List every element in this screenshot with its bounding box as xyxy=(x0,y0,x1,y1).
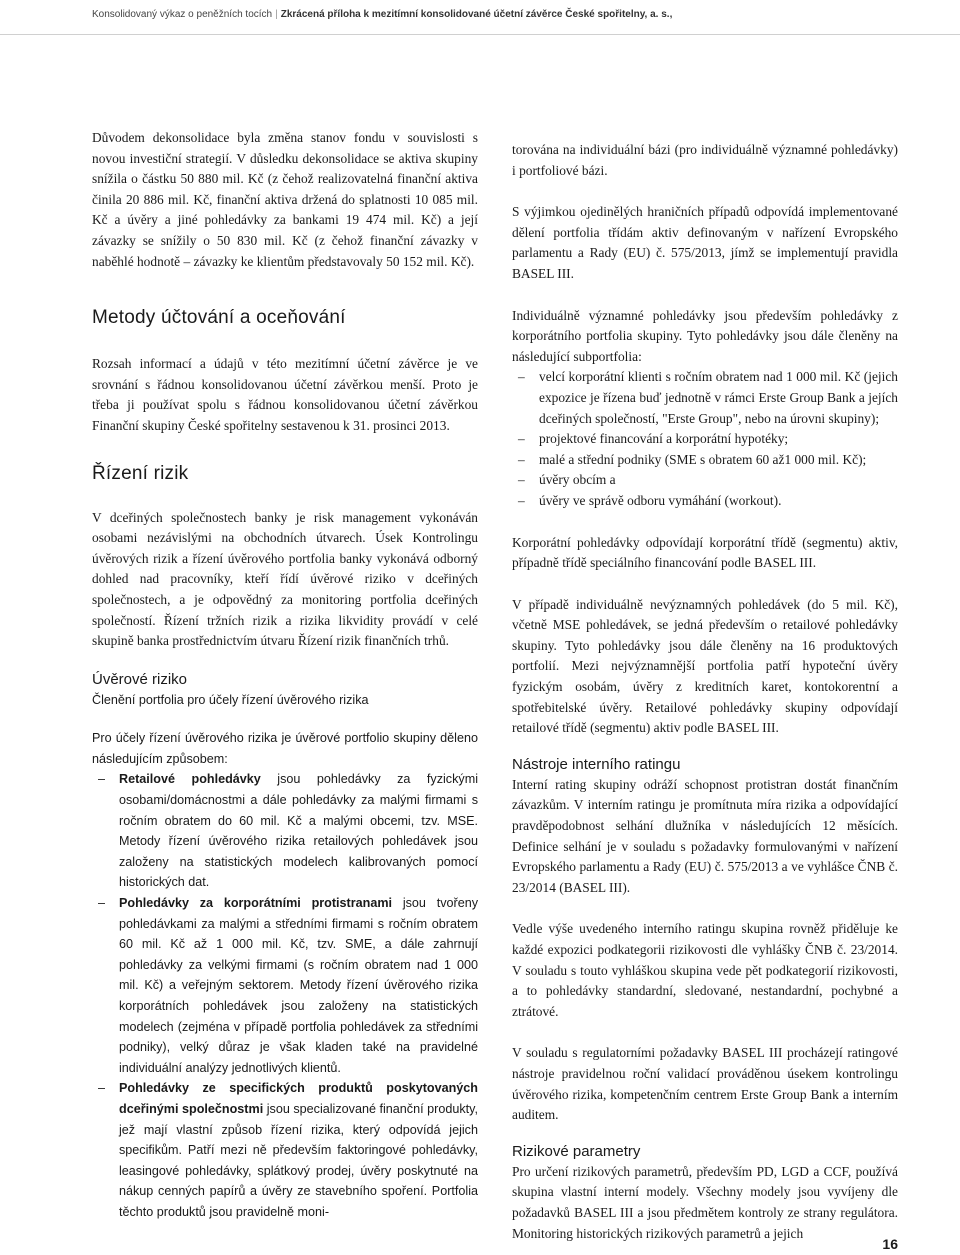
list-item-bold: Pohledávky za korporátními protistranami xyxy=(119,896,393,911)
methods-paragraph: Rozsah informací a údajů v této mezitímní účetní závěrce je ve srovnání s řádnou konsolidovanou účetní závěrkou menší. Proto je třeba ji používat spolu s řádnou konsolidovanou účetní závěrkou Finanční skupiny České spořitelny sestavenou k 31. prosinci 2013. xyxy=(92,356,478,433)
header-section-title: Zkrácená příloha k mezitímní konsolidované účetní závěrce České spořitelny, a. s., xyxy=(280,9,673,20)
list-item: – velcí korporátní klienti s ročním obratem nad 1 000 mil. Kč (jejich expozice je řízena buď jednotně v rámci Erste Group Bank a jejích dceřiných společností, "Erste Group", nebo na úrovni skupiny); xyxy=(512,367,898,429)
list-item: – malé a střední podniky (SME s obratem 60 až1 000 mil. Kč); xyxy=(512,450,898,471)
heading-internal-rating: Nástroje interního ratingu xyxy=(512,755,681,773)
list-item: – projektové financování a korporátní hypotéky; xyxy=(512,429,898,450)
parameters-paragraph: Pro určení rizikových parametrů, především PD, LGD a CCF, používá skupina vlastní interní modely. Všechny modely jsou vyvíjeny dle požadavků BASEL III a jsou předmětem kontroly ze strany regulátora. Monitoring historických rizikových parametrů a jejich xyxy=(512,1163,898,1241)
list-item: – úvěry ve správě odboru vymáhání (workout). xyxy=(512,491,898,512)
continued-paragraph: torována na individuální bázi (pro individuálně významné pohledávky) i portfoliové bázi. xyxy=(512,142,898,178)
page-number: 16 xyxy=(882,1236,898,1252)
heading-risk-parameters: Rizikové parametry xyxy=(512,1142,641,1160)
header-doc-title: Konsolidovaný výkaz o peněžních tocích xyxy=(92,9,273,20)
page-header xyxy=(0,0,960,35)
list-item-text: jsou specializované finanční produkty, jež mají vlastní způsob řízení rizika, který odpovídá jejich specifikům. Patří mezi ně především faktoringové pohledávky, leasingové pohledávky, splátkový prodej, úvěry poskytnuté na nákup cenných papírů a úvěry ze stavebního spoření. Portfolia těchto produktů jsou pravidelně moni- xyxy=(119,1101,478,1219)
heading-credit-risk: Úvěrové riziko xyxy=(92,670,188,688)
list-item xyxy=(92,769,478,893)
header-separator: | xyxy=(275,9,278,20)
intro-paragraph: Důvodem dekonsolidace byla změna stanov fondu v souvislosti s novou investiční strategií. V důsledku dekonsolidace se aktiva skupiny snížila o částku 50 880 mil. Kč (z čehož realizovatelná finanční aktiva činila 20 886 mil. Kč, finanční aktiva držená do splatnosti 10 085 mil. Kč a úvěry a jiné pohledávky za bankami 19 474 mil. Kč) a její závazky se snížily o 50 830 mil. Kč (z čehož finanční závazky v naběhlé hodnotě – závazky ke klientům představovaly 50 152 mil. Kč). xyxy=(92,130,478,269)
portfolio-list xyxy=(92,769,478,1222)
list-item-text: jsou tvořeny pohledávkami za malými a středními firmami s ročním obratem 60 mil. Kč až 1 000 mil. Kč, tzv. SME, a dále zahrnují pohledávky za velkými firmami (s ročním obratem nad 1 000 mil. Kč) a veřejným sektorem. Metody řízení úvěrového rizika korporátních pohledávek jsou založeny na statistických modelech (zejména v případě portfolia pohledávek za středními podniky), velký důraz je však kladen také na pravidelné individuální analýzy jednotlivých klientů. xyxy=(119,896,478,1075)
list-item-bold: Retailové pohledávky xyxy=(119,772,261,787)
subportfolio-list xyxy=(512,367,898,511)
significant-receivables-paragraph: Individuálně významné pohledávky jsou především pohledávky z korporátního portfolia skupiny. Tyto pohledávky jsou dále členěny na následující subportfolia: xyxy=(512,307,898,364)
list-item-text: jsou pohledávky za fyzickými osobami/domácnostmi a dále pohledávky za malými firmami s ročním obratem do 60 mil. Kč a malými obcemi, tzv. MSE. Metody řízení úvěrového rizika retailových pohledávek jsou založeny na statistických modelech kalibrovaných pomocí historických dat. xyxy=(119,772,478,890)
risk-paragraph: V dceřiných společnostech banky je risk management vykonáván osobami nezávislými na obchodních útvarech. Úsek Kontrolingu úvěrových rizik a řízení úvěrového portfolia banky vykonává odborný dohled nad pracovníky, kteří řídí úvěrové riziko v dceřiných společnostech, a je odpovědný za monitoring portfolia dceřiných společností. Řízení tržních rizik a rizika likvidity provádí v celé skupině banka prostřednictvím útvaru Řízení rizik finančních trhů. xyxy=(92,509,478,649)
retail-paragraph: V případě individuálně nevýznamných pohledávek (do 5 mil. Kč), včetně MSE pohledávek, se jedná především o retailové pohledávky skupiny. Tyto pohledávky jsou dále členěny na 16 produktových portfolií. Mezi nejvýznamnější portfolia patří hypoteční úvěry fyzickým osobám, úvěry z kreditních karet, kontokorentní a spotřebitelské úvěry. Retailové pohledávky skupiny odpovídají retailové třídě (segmentu) aktiv podle BASEL III. xyxy=(512,596,898,736)
implementation-paragraph: S výjimkou ojedinělých hraničních případů odpovídá implementované dělení portfolia třídám aktiv definovaným v nařízení Evropského parlamentu a Rady (EU) č. 575/2013, jímž se implementují pravidla BASEL III. xyxy=(512,204,898,281)
left-column xyxy=(92,128,478,1223)
rating-paragraph-1: Interní rating skupiny odráží schopnost protistran dostát finančním závazkům. V interním ratingu je promítnuta míra rizika a odpovídající pravděpodobnost selhání dlužníka v následujících 12 měsících. Definice selhání je v souladu s požadavky formulovanými v nařízení Evropského parlamentu a Rady (EU) č. 575/2013 a ve vyhlášce ČNB č. 23/2014 (BASEL III). xyxy=(512,776,898,895)
heading-methods: Metody účtování a oceňování xyxy=(92,307,346,329)
corporate-class-paragraph: Korporátní pohledávky odpovídají korporátní třídě (segmentu) aktiv, případně třídě speciálního financování podle BASEL III. xyxy=(512,534,898,571)
rating-paragraph-2: Vedle výše uvedeného interního ratingu skupina rovněž přiděluje ke každé expozici podkategorii rizikovosti dle vyhlášky ČNB č. 23/2014. V souladu s touto vyhláškou skupina vede pět podkategorií rizikovosti, a to pohledávky standardní, sledované, nestandardní, pochybné a ztrátové. xyxy=(512,921,898,1019)
rating-paragraph-3: V souladu s regulatorními požadavky BASEL III procházejí ratingové nástroje pravidelnou roční validací prováděnou úsekem kontrolingu úvěrového rizika, kompetenčním centrem Erste Group Bank a interním auditem. xyxy=(512,1045,898,1123)
credit-intro: Pro účely řízení úvěrového rizika je úvěrové portfolio skupiny děleno následujícím způsobem: xyxy=(92,731,478,766)
list-item-bold: Pohledávky ze specifických produktů poskytovaných dceřinými společnostmi xyxy=(119,1081,478,1116)
credit-subheading: Členění portfolia pro účely řízení úvěrového rizika xyxy=(92,692,369,707)
list-item xyxy=(92,893,478,1078)
right-column xyxy=(512,140,898,1244)
list-item: – úvěry obcím a xyxy=(512,470,898,491)
list-item xyxy=(92,1078,478,1222)
heading-risk-management: Řízení rizik xyxy=(92,462,189,484)
